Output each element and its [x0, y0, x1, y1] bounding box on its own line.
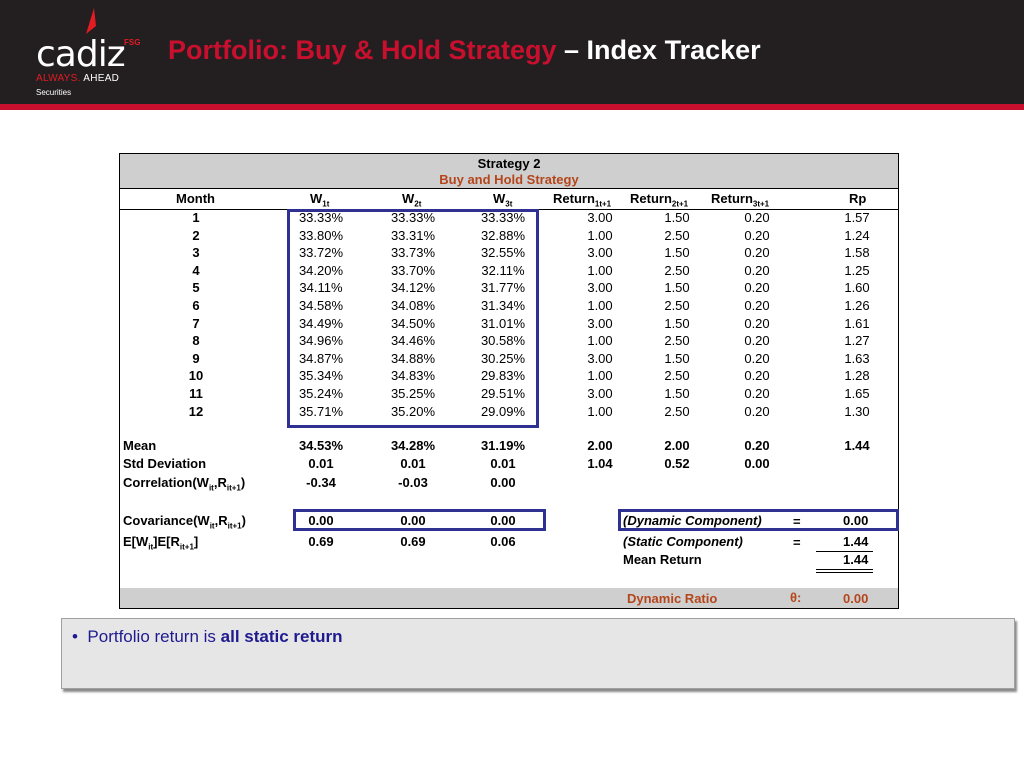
value-cell: 34.88% — [390, 350, 436, 366]
std-value: 0.52 — [664, 456, 690, 471]
mean-label: Mean — [123, 438, 157, 453]
value-cell: 0.20 — [744, 262, 770, 278]
bullet-marker: • — [72, 627, 78, 646]
value-cell: 33.33% — [298, 210, 344, 225]
table-footer — [120, 588, 898, 608]
strategy-table — [119, 153, 899, 609]
value-cell: 0.20 — [744, 403, 770, 419]
value-cell: 0.20 — [744, 227, 770, 243]
value-cell: 1.26 — [844, 298, 870, 313]
value-cell: 34.83% — [390, 368, 436, 384]
col-return1: Return$_{1t+1}$ — [553, 191, 612, 209]
value-cell: 1.00 — [587, 298, 613, 313]
value-cell: 1.00 — [587, 368, 613, 384]
value-cell: 31.34% — [480, 298, 526, 313]
month-cell: 1 — [192, 210, 200, 225]
dynamic-component-label: (Dynamic Component) — [623, 513, 762, 528]
value-cell: 2.50 — [664, 368, 690, 384]
std-value: 0.01 — [490, 456, 516, 471]
title-red: Portfolio: Buy & Hold Strategy — [168, 35, 557, 65]
covariance-highlight-box — [293, 509, 546, 531]
logo-wordmark: cadiz — [36, 34, 125, 75]
value-cell: 0.20 — [744, 315, 770, 331]
std-value: 0.01 — [400, 456, 426, 471]
static-component-value: 1.44 — [843, 534, 869, 549]
static-equals: = — [793, 535, 801, 550]
value-cell: 3.00 — [587, 350, 613, 366]
covariance-value: 0.00 — [308, 513, 334, 528]
value-cell: 33.80% — [298, 227, 344, 243]
value-cell: 32.11% — [481, 262, 525, 278]
mean-value: 34.28% — [390, 438, 436, 453]
value-cell: 35.24% — [298, 386, 344, 401]
bullet-bold: all static return — [220, 627, 343, 646]
value-cell: 29.09% — [480, 403, 526, 419]
value-cell: 1.25 — [844, 262, 870, 278]
value-cell: 1.50 — [664, 245, 690, 261]
dynamic-equals: = — [793, 514, 801, 529]
value-cell: 31.01% — [480, 315, 526, 331]
value-cell: 1.57 — [844, 210, 870, 225]
value-cell: 33.73% — [390, 245, 436, 261]
value-cell: 0.20 — [744, 298, 770, 313]
value-cell: 2.50 — [664, 333, 690, 349]
value-cell: 0.20 — [744, 368, 770, 384]
value-cell: 3.00 — [587, 315, 613, 331]
value-cell: 1.00 — [587, 403, 613, 419]
value-cell: 30.25% — [480, 350, 526, 366]
expectation-value: 0.69 — [308, 534, 334, 549]
logo-superscript: FSG — [124, 38, 141, 47]
header-band — [0, 0, 1024, 104]
value-cell: 0.20 — [744, 280, 770, 296]
value-cell: 1.61 — [844, 315, 870, 331]
value-cell: 1.50 — [664, 280, 690, 296]
covariance-value: 0.00 — [490, 513, 516, 528]
dynamic-ratio-value: 0.00 — [843, 591, 869, 606]
value-cell: 34.96% — [298, 333, 344, 349]
page-title — [168, 35, 761, 66]
value-cell: 3.00 — [587, 280, 613, 296]
value-cell: 1.24 — [844, 227, 870, 243]
value-cell: 32.55% — [480, 245, 526, 261]
correlation-value: 0.00 — [490, 475, 516, 490]
value-cell: 29.51% — [480, 386, 526, 401]
value-cell: 33.33% — [480, 210, 526, 225]
value-cell: 1.28 — [844, 368, 870, 384]
value-cell: 34.87% — [298, 350, 344, 366]
value-cell: 34.08% — [390, 298, 436, 313]
value-cell: 0.20 — [744, 210, 770, 225]
value-cell: 35.20% — [390, 403, 436, 419]
dynamic-component-box — [618, 509, 899, 531]
value-cell: 1.27 — [844, 333, 870, 349]
value-cell: 0.20 — [744, 333, 770, 349]
correlation-label: $Correlation(W_{it},R_{it+1})$ — [123, 475, 246, 493]
value-cell: 3.00 — [587, 245, 613, 261]
value-cell: 34.49% — [298, 315, 344, 331]
expectation-label: $E[W_{it}]E[R_{it+1}]$ — [123, 534, 199, 552]
value-cell: 1.00 — [587, 227, 613, 243]
month-cell: 10 — [188, 368, 204, 384]
covariance-label: $Covariance(W_{it},R_{it+1})$ — [123, 513, 246, 531]
value-cell: 35.34% — [298, 368, 344, 384]
mean-return-label: Mean Return — [623, 552, 702, 567]
value-cell: 3.00 — [587, 386, 613, 401]
month-cell: 9 — [192, 350, 200, 366]
notes-panel — [61, 618, 1015, 689]
mean-underline-1 — [816, 569, 873, 570]
std-value: 1.04 — [587, 456, 613, 471]
value-cell: 1.63 — [844, 350, 870, 366]
month-cell: 8 — [192, 333, 200, 349]
value-cell: 33.33% — [390, 210, 436, 225]
value-cell: 34.12% — [390, 280, 436, 296]
value-cell: 1.00 — [587, 333, 613, 349]
table-heading — [120, 154, 898, 189]
mean-value: 2.00 — [664, 438, 690, 453]
month-cell: 7 — [192, 315, 200, 331]
value-cell: 1.50 — [664, 350, 690, 366]
value-cell: 35.71% — [298, 403, 344, 419]
month-cell: 4 — [192, 262, 200, 278]
month-cell: 12 — [188, 403, 204, 419]
col-w1: $W_{1t}$ — [310, 191, 330, 209]
value-cell: 3.00 — [587, 210, 613, 225]
bullet-item — [72, 627, 343, 647]
value-cell: 1.50 — [664, 210, 690, 225]
column-header-row — [120, 189, 898, 210]
mean-value: 31.19% — [480, 438, 526, 453]
logo-tagline — [36, 73, 119, 84]
table-subtitle: Buy and Hold Strategy — [439, 172, 579, 187]
value-cell: 2.50 — [664, 298, 690, 313]
value-cell: 2.50 — [664, 262, 690, 278]
dynamic-component-value: 0.00 — [843, 513, 869, 528]
value-cell: 33.70% — [390, 262, 436, 278]
logo-tag-red: ALWAYS. — [36, 73, 81, 84]
value-cell: 0.20 — [744, 245, 770, 261]
value-cell: 34.58% — [298, 298, 344, 313]
value-cell: 1.50 — [664, 315, 690, 331]
expectation-value: 0.69 — [400, 534, 426, 549]
month-cell: 5 — [192, 280, 200, 296]
col-w2: $W_{2t}$ — [402, 191, 422, 209]
std-value: 0.01 — [308, 456, 334, 471]
header-red-rule — [0, 104, 1024, 110]
correlation-value: -0.34 — [306, 475, 336, 490]
weights-highlight-box — [287, 209, 539, 428]
static-underline — [816, 551, 873, 552]
col-rp: Rp — [849, 191, 867, 206]
month-cell: 2 — [192, 227, 200, 243]
month-cell: 6 — [192, 298, 200, 313]
dynamic-ratio-label: Dynamic Ratio — [627, 591, 718, 606]
value-cell: 34.46% — [390, 333, 436, 349]
value-cell: 1.30 — [844, 403, 870, 419]
value-cell: 33.31% — [390, 227, 436, 243]
bullet-text: Portfolio return is — [87, 627, 221, 646]
value-cell: 30.58% — [480, 333, 526, 349]
static-component-label: (Static Component) — [623, 534, 743, 549]
mean-value: 34.53% — [298, 438, 344, 453]
value-cell: 33.72% — [298, 245, 344, 261]
value-cell: 0.20 — [744, 386, 770, 401]
title-white: – Index Tracker — [564, 35, 761, 65]
covariance-value: 0.00 — [400, 513, 426, 528]
col-return2: Return$_{2t+1}$ — [630, 191, 689, 209]
mean-underline-2 — [816, 572, 873, 573]
value-cell: 1.00 — [587, 262, 613, 278]
value-cell: 0.20 — [744, 350, 770, 366]
mean-value: 2.00 — [587, 438, 613, 453]
value-cell: 34.50% — [390, 315, 436, 331]
std-value: 0.00 — [744, 456, 770, 471]
cadiz-logo — [34, 8, 154, 100]
value-cell: 34.20% — [298, 262, 344, 278]
value-cell: 31.77% — [480, 280, 526, 296]
flame-icon — [84, 8, 100, 36]
table-title: Strategy 2 — [477, 156, 541, 171]
value-cell: 32.88% — [480, 227, 526, 243]
value-cell: 1.58 — [844, 245, 870, 261]
logo-subline: Securities — [36, 88, 72, 97]
col-return3: Return$_{3t+1}$ — [711, 191, 770, 209]
theta-symbol: θ: — [790, 590, 802, 605]
col-month: Month — [176, 191, 215, 206]
value-cell: 29.83% — [480, 368, 526, 384]
correlation-value: -0.03 — [398, 475, 428, 490]
mean-value: 0.20 — [744, 438, 770, 453]
col-w3: $W_{3t}$ — [493, 191, 513, 209]
value-cell: 34.11% — [299, 280, 343, 296]
value-cell: 1.50 — [664, 386, 690, 401]
value-cell: 1.65 — [844, 386, 870, 401]
value-cell: 2.50 — [664, 227, 690, 243]
mean-value: 1.44 — [844, 438, 870, 453]
month-cell: 11 — [189, 386, 203, 401]
expectation-value: 0.06 — [490, 534, 516, 549]
value-cell: 35.25% — [390, 386, 436, 401]
std-label: Std Deviation — [123, 456, 207, 471]
value-cell: 1.60 — [844, 280, 870, 296]
value-cell: 2.50 — [664, 403, 690, 419]
month-cell: 3 — [192, 245, 200, 261]
mean-return-value: 1.44 — [843, 552, 869, 567]
logo-tag-white: AHEAD — [83, 73, 120, 84]
